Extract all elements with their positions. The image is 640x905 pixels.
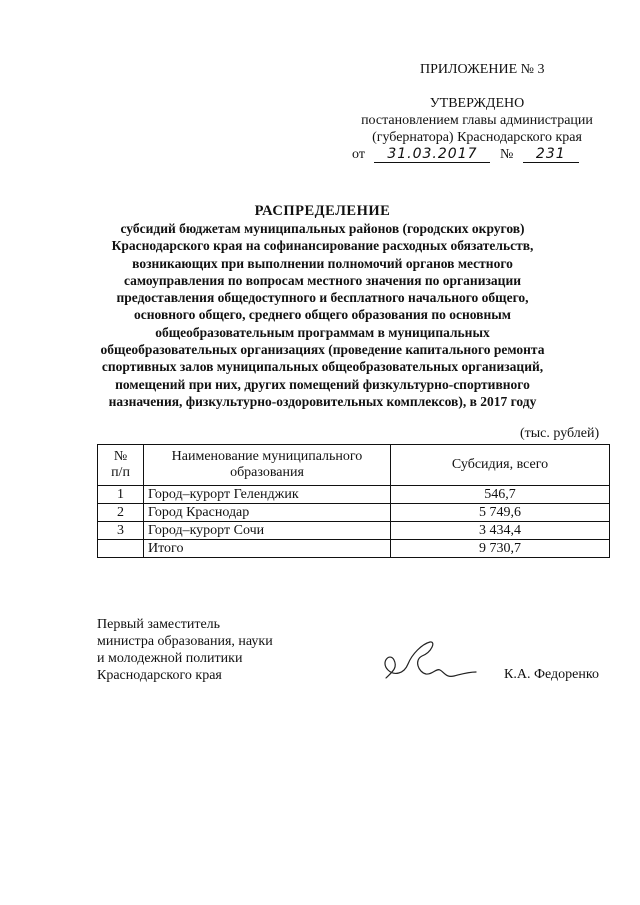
description-line: общеобразовательных организациях (проведение капитального ремонта <box>100 342 545 358</box>
description-line: общеобразовательным программам в муниципальных <box>155 324 490 340</box>
description-line: самоуправления по вопросам местного значения по организации <box>123 272 521 288</box>
header-name-line-1: Наименование муниципального <box>171 449 363 464</box>
approval-line-2: (губернатора) Краснодарского края <box>372 130 582 145</box>
header-number-line-1: № <box>113 449 128 464</box>
description-line: субсидий бюджетам муниципальных районов (городских округов) <box>120 221 525 236</box>
row-subsidy: 546,7 <box>391 486 610 504</box>
signer-name: К.А. Федоренко <box>504 667 599 682</box>
description-line: Краснодарского края на софинансирование расходных обязательств, <box>111 238 534 254</box>
description-line: назначения, физкультурно-оздоровительных комплексов), в 2017 году <box>108 393 537 409</box>
approval-date-line <box>352 146 579 163</box>
signatory-line: министра образования, науки <box>97 634 273 649</box>
approval-block <box>352 95 602 146</box>
row-number: 1 <box>98 486 144 504</box>
total-number-cell <box>98 540 144 558</box>
description-line: предоставления общедоступного и бесплатного начального общего, <box>116 290 529 306</box>
table-row <box>98 486 610 504</box>
handwritten-date: 31.03.2017 <box>374 146 490 163</box>
header-subsidy: Субсидия, всего <box>391 445 610 486</box>
number-prefix: № <box>499 147 514 162</box>
document-title: РАСПРЕДЕЛЕНИЕ <box>254 203 391 219</box>
table-total-row <box>98 540 610 558</box>
handwritten-signature <box>378 638 478 694</box>
description-line: помещений при них, других помещений физкультурно-спортивного <box>115 376 530 392</box>
header-name <box>144 445 391 486</box>
table-row <box>98 504 610 522</box>
header-number <box>98 445 144 486</box>
subsidy-table <box>97 444 610 558</box>
date-prefix: от <box>352 147 365 162</box>
document-description <box>60 220 585 410</box>
description-line: основного общего, среднего общего образования по основным <box>134 307 511 323</box>
row-number: 3 <box>98 522 144 540</box>
row-name: Город–курорт Сочи <box>144 522 391 540</box>
header-number-line-2: п/п <box>111 465 130 480</box>
row-subsidy: 3 434,4 <box>391 522 610 540</box>
description-line: возникающих при выполнении полномочий органов местного <box>132 255 513 271</box>
row-number: 2 <box>98 504 144 522</box>
signatory-line: Первый заместитель <box>97 617 221 632</box>
handwritten-number: 231 <box>523 146 579 163</box>
table-header-row <box>98 445 610 486</box>
total-subsidy: 9 730,7 <box>391 540 610 558</box>
row-name: Город Краснодар <box>144 504 391 522</box>
signatory-line: и молодежной политики <box>97 651 243 666</box>
row-subsidy: 5 749,6 <box>391 504 610 522</box>
unit-label: (тыс. рублей) <box>520 426 600 441</box>
approval-line-1: постановлением главы администрации <box>361 113 593 128</box>
description-line: спортивных залов муниципальных общеобразовательных организаций, <box>101 359 544 375</box>
table-row <box>98 522 610 540</box>
total-label: Итого <box>144 540 391 558</box>
signatory-line: Краснодарского края <box>97 668 222 683</box>
approval-heading: УТВЕРЖДЕНО <box>429 96 525 111</box>
header-name-line-2: образования <box>230 465 304 480</box>
appendix-label: ПРИЛОЖЕНИЕ № 3 <box>420 62 545 77</box>
row-name: Город–курорт Геленджик <box>144 486 391 504</box>
signatory-position <box>97 616 273 684</box>
